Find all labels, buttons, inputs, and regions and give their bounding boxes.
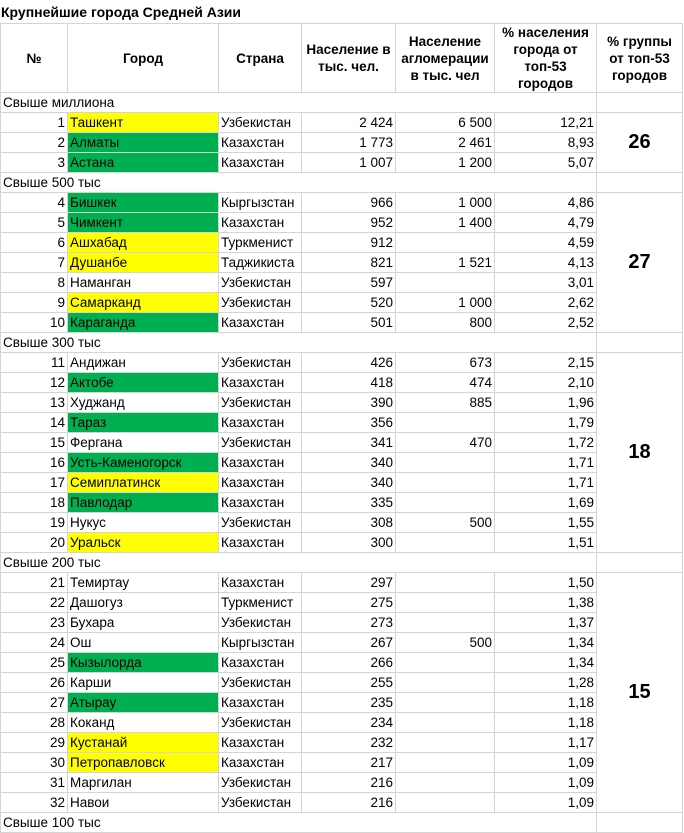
agglomeration[interactable] (396, 693, 495, 713)
city-name[interactable]: Маргилан (68, 773, 219, 793)
country-name[interactable]: Казахстан (219, 313, 302, 333)
table-row (1, 313, 683, 333)
header-population[interactable]: Население в тыс. чел. (302, 24, 396, 93)
group-label[interactable]: Свыше 500 тыс (1, 173, 597, 193)
population-share[interactable]: 3,01 (495, 273, 597, 293)
table-row (1, 433, 683, 453)
table-row (1, 773, 683, 793)
country-name[interactable]: Кыргызстан (219, 633, 302, 653)
population-share[interactable]: 1,34 (495, 653, 597, 673)
population[interactable]: 275 (302, 593, 396, 613)
population-share[interactable]: 4,79 (495, 213, 597, 233)
population[interactable]: 966 (302, 193, 396, 213)
group-label[interactable]: Свыше миллиона (1, 93, 597, 113)
population[interactable]: 341 (302, 433, 396, 453)
population-share[interactable]: 4,86 (495, 193, 597, 213)
country-name[interactable]: Таджикиста (219, 253, 302, 273)
population[interactable]: 1 007 (302, 153, 396, 173)
population-share[interactable]: 1,79 (495, 413, 597, 433)
row-number[interactable]: 15 (1, 433, 68, 453)
city-name[interactable]: Актобе (68, 373, 219, 393)
population[interactable]: 273 (302, 613, 396, 633)
agglomeration[interactable]: 1 521 (396, 253, 495, 273)
group-label[interactable]: Свыше 200 тыс (1, 553, 597, 573)
agglomeration[interactable]: 470 (396, 433, 495, 453)
table-row (1, 633, 683, 653)
row-number[interactable]: 10 (1, 313, 68, 333)
population[interactable]: 340 (302, 473, 396, 493)
agglomeration[interactable] (396, 733, 495, 753)
row-number[interactable]: 12 (1, 373, 68, 393)
row-number[interactable]: 29 (1, 733, 68, 753)
country-name[interactable]: Узбекистан (219, 353, 302, 373)
row-number[interactable]: 19 (1, 513, 68, 533)
group-label[interactable]: Свыше 100 тыс (1, 813, 597, 833)
row-number[interactable]: 27 (1, 693, 68, 713)
row-number[interactable]: 24 (1, 633, 68, 653)
agglomeration[interactable]: 474 (396, 373, 495, 393)
agglomeration[interactable]: 885 (396, 393, 495, 413)
header-row (1, 24, 683, 93)
table-row (1, 593, 683, 613)
country-name[interactable]: Узбекистан (219, 713, 302, 733)
agglomeration[interactable] (396, 613, 495, 633)
city-name[interactable]: Алматы (68, 133, 219, 153)
city-name[interactable]: Наманган (68, 273, 219, 293)
city-name[interactable]: Кызылорда (68, 653, 219, 673)
population[interactable]: 426 (302, 353, 396, 373)
header-country[interactable]: Страна (219, 24, 302, 93)
table-row (1, 573, 683, 593)
country-name[interactable]: Туркменист (219, 593, 302, 613)
table-row (1, 213, 683, 233)
population-share[interactable]: 12,21 (495, 113, 597, 133)
table-row (1, 413, 683, 433)
table-row (1, 733, 683, 753)
row-number[interactable]: 4 (1, 193, 68, 213)
city-name[interactable]: Павлодар (68, 493, 219, 513)
group-label-spacer[interactable] (597, 333, 683, 353)
population[interactable]: 821 (302, 253, 396, 273)
country-name[interactable]: Казахстан (219, 213, 302, 233)
population-share[interactable]: 1,38 (495, 593, 597, 613)
agglomeration[interactable] (396, 793, 495, 813)
population-share[interactable]: 1,09 (495, 773, 597, 793)
population-share[interactable]: 1,09 (495, 793, 597, 813)
population[interactable]: 234 (302, 713, 396, 733)
row-number[interactable]: 13 (1, 393, 68, 413)
city-name[interactable]: Коканд (68, 713, 219, 733)
agglomeration[interactable] (396, 673, 495, 693)
table-row (1, 193, 683, 213)
row-number[interactable]: 9 (1, 293, 68, 313)
agglomeration[interactable]: 500 (396, 513, 495, 533)
city-name[interactable]: Темиртау (68, 573, 219, 593)
row-number[interactable]: 2 (1, 133, 68, 153)
city-name[interactable]: Ош (68, 633, 219, 653)
population[interactable]: 2 424 (302, 113, 396, 133)
row-number[interactable]: 25 (1, 653, 68, 673)
country-name[interactable]: Казахстан (219, 153, 302, 173)
population[interactable]: 520 (302, 293, 396, 313)
population[interactable]: 235 (302, 693, 396, 713)
table-row (1, 353, 683, 373)
population-share[interactable]: 1,51 (495, 533, 597, 553)
population-share[interactable]: 1,50 (495, 573, 597, 593)
agglomeration[interactable] (396, 453, 495, 473)
agglomeration[interactable]: 2 461 (396, 133, 495, 153)
table-row (1, 113, 683, 133)
group-share-value[interactable]: 18 (597, 353, 683, 553)
population-share[interactable]: 1,55 (495, 513, 597, 533)
group-label-spacer[interactable] (597, 553, 683, 573)
population-share[interactable]: 4,59 (495, 233, 597, 253)
population-share[interactable]: 4,13 (495, 253, 597, 273)
table-row (1, 533, 683, 553)
table-row (1, 153, 683, 173)
population-share[interactable]: 8,93 (495, 133, 597, 153)
population[interactable]: 340 (302, 453, 396, 473)
row-number[interactable]: 3 (1, 153, 68, 173)
city-name[interactable]: Ашхабад (68, 233, 219, 253)
country-name[interactable]: Туркменист (219, 233, 302, 253)
country-name[interactable]: Казахстан (219, 453, 302, 473)
population[interactable]: 297 (302, 573, 396, 593)
row-number[interactable]: 8 (1, 273, 68, 293)
city-name[interactable]: Нукус (68, 513, 219, 533)
country-name[interactable]: Узбекистан (219, 433, 302, 453)
table-row (1, 133, 683, 153)
agglomeration[interactable]: 1 000 (396, 193, 495, 213)
population-share[interactable]: 1,72 (495, 433, 597, 453)
group-share-value[interactable]: 15 (597, 573, 683, 813)
row-number[interactable]: 32 (1, 793, 68, 813)
population[interactable]: 255 (302, 673, 396, 693)
population[interactable]: 308 (302, 513, 396, 533)
table-row (1, 253, 683, 273)
group-row (1, 553, 683, 573)
city-name[interactable]: Астана (68, 153, 219, 173)
city-name[interactable]: Уральск (68, 533, 219, 553)
row-number[interactable]: 1 (1, 113, 68, 133)
agglomeration[interactable]: 1 400 (396, 213, 495, 233)
table-row (1, 673, 683, 693)
population[interactable]: 952 (302, 213, 396, 233)
city-name[interactable]: Душанбе (68, 253, 219, 273)
header-city[interactable]: Город (68, 24, 219, 93)
country-name[interactable]: Кыргызстан (219, 193, 302, 213)
group-share-value[interactable]: 27 (597, 193, 683, 333)
country-name[interactable]: Казахстан (219, 413, 302, 433)
agglomeration[interactable] (396, 233, 495, 253)
population[interactable]: 217 (302, 753, 396, 773)
city-name[interactable]: Дашогуз (68, 593, 219, 613)
agglomeration[interactable] (396, 593, 495, 613)
header-share[interactable]: % населения города от топ-53 городов (495, 24, 597, 93)
city-name[interactable]: Андижан (68, 353, 219, 373)
population-share[interactable]: 1,71 (495, 473, 597, 493)
table-row (1, 293, 683, 313)
country-name[interactable]: Узбекистан (219, 673, 302, 693)
row-number[interactable]: 17 (1, 473, 68, 493)
agglomeration[interactable] (396, 753, 495, 773)
population[interactable]: 501 (302, 313, 396, 333)
population-share[interactable]: 2,15 (495, 353, 597, 373)
sheet-title: Крупнейшие города Средней Азии (1, 4, 241, 20)
table-row (1, 613, 683, 633)
population-share[interactable]: 1,71 (495, 453, 597, 473)
group-share-value[interactable]: 26 (597, 113, 683, 173)
row-number[interactable]: 18 (1, 493, 68, 513)
population[interactable]: 216 (302, 793, 396, 813)
population-share[interactable]: 1,18 (495, 713, 597, 733)
population-share[interactable]: 1,28 (495, 673, 597, 693)
population[interactable]: 232 (302, 733, 396, 753)
table-row (1, 513, 683, 533)
group-label[interactable]: Свыше 300 тыс (1, 333, 597, 353)
population-share[interactable]: 1,37 (495, 613, 597, 633)
table-row (1, 273, 683, 293)
agglomeration[interactable]: 500 (396, 633, 495, 653)
city-name[interactable]: Бишкек (68, 193, 219, 213)
population[interactable]: 267 (302, 633, 396, 653)
agglomeration[interactable] (396, 533, 495, 553)
agglomeration[interactable] (396, 273, 495, 293)
country-name[interactable]: Узбекистан (219, 773, 302, 793)
population[interactable]: 912 (302, 233, 396, 253)
group-label-spacer[interactable] (597, 93, 683, 113)
city-name[interactable]: Карши (68, 673, 219, 693)
agglomeration[interactable] (396, 713, 495, 733)
row-number[interactable]: 31 (1, 773, 68, 793)
agglomeration[interactable]: 673 (396, 353, 495, 373)
agglomeration[interactable]: 1 000 (396, 293, 495, 313)
country-name[interactable]: Казахстан (219, 533, 302, 553)
population-share[interactable]: 1,69 (495, 493, 597, 513)
population[interactable]: 418 (302, 373, 396, 393)
table-row (1, 473, 683, 493)
country-name[interactable]: Казахстан (219, 373, 302, 393)
agglomeration[interactable] (396, 573, 495, 593)
agglomeration[interactable] (396, 493, 495, 513)
table-row (1, 393, 683, 413)
city-name[interactable]: Петропавловск (68, 753, 219, 773)
city-name[interactable]: Кустанай (68, 733, 219, 753)
population-share[interactable]: 2,52 (495, 313, 597, 333)
city-name[interactable]: Самарканд (68, 293, 219, 313)
table-row (1, 493, 683, 513)
country-name[interactable]: Узбекистан (219, 513, 302, 533)
population[interactable]: 356 (302, 413, 396, 433)
country-name[interactable]: Узбекистан (219, 613, 302, 633)
population[interactable]: 597 (302, 273, 396, 293)
country-name[interactable]: Казахстан (219, 753, 302, 773)
population[interactable]: 335 (302, 493, 396, 513)
population-share[interactable]: 2,10 (495, 373, 597, 393)
country-name[interactable]: Узбекистан (219, 293, 302, 313)
group-row (1, 173, 683, 193)
country-name[interactable]: Казахстан (219, 493, 302, 513)
agglomeration[interactable] (396, 413, 495, 433)
cities-table (0, 23, 683, 833)
country-name[interactable]: Казахстан (219, 693, 302, 713)
country-name[interactable]: Узбекистан (219, 793, 302, 813)
group-row (1, 813, 683, 833)
city-name[interactable]: Караганда (68, 313, 219, 333)
table-row (1, 753, 683, 773)
population-share[interactable]: 5,07 (495, 153, 597, 173)
agglomeration[interactable] (396, 473, 495, 493)
population[interactable]: 266 (302, 653, 396, 673)
group-row (1, 93, 683, 113)
agglomeration[interactable] (396, 773, 495, 793)
header-num[interactable]: № (1, 24, 68, 93)
agglomeration[interactable]: 800 (396, 313, 495, 333)
header-agglomeration[interactable]: Население агломерации в тыс. чел (396, 24, 495, 93)
city-name[interactable]: Навои (68, 793, 219, 813)
row-number[interactable]: 11 (1, 353, 68, 373)
row-number[interactable]: 22 (1, 593, 68, 613)
row-number[interactable]: 21 (1, 573, 68, 593)
population-share[interactable]: 1,17 (495, 733, 597, 753)
table-row (1, 793, 683, 813)
city-name[interactable]: Усть-Каменогорск (68, 453, 219, 473)
population-share[interactable]: 1,34 (495, 633, 597, 653)
row-number[interactable]: 16 (1, 453, 68, 473)
row-number[interactable]: 30 (1, 753, 68, 773)
population[interactable]: 300 (302, 533, 396, 553)
agglomeration[interactable]: 6 500 (396, 113, 495, 133)
row-number[interactable]: 6 (1, 233, 68, 253)
row-number[interactable]: 5 (1, 213, 68, 233)
row-number[interactable]: 26 (1, 673, 68, 693)
table-row (1, 653, 683, 673)
city-name[interactable]: Худжанд (68, 393, 219, 413)
population-share[interactable]: 1,96 (495, 393, 597, 413)
header-group-share[interactable]: % группы от топ-53 городов (597, 24, 683, 93)
city-name[interactable]: Атырау (68, 693, 219, 713)
country-name[interactable]: Казахстан (219, 733, 302, 753)
group-row (1, 333, 683, 353)
city-name[interactable]: Чимкент (68, 213, 219, 233)
population[interactable]: 1 773 (302, 133, 396, 153)
city-name[interactable]: Ташкент (68, 113, 219, 133)
population-share[interactable]: 1,18 (495, 693, 597, 713)
city-name[interactable]: Семиплатинск (68, 473, 219, 493)
country-name[interactable]: Казахстан (219, 653, 302, 673)
city-name[interactable]: Тараз (68, 413, 219, 433)
city-name[interactable]: Фергана (68, 433, 219, 453)
population[interactable]: 390 (302, 393, 396, 413)
country-name[interactable]: Узбекистан (219, 393, 302, 413)
country-name[interactable]: Узбекистан (219, 113, 302, 133)
group-label-spacer[interactable] (597, 173, 683, 193)
agglomeration[interactable] (396, 653, 495, 673)
table-row (1, 693, 683, 713)
table-row (1, 453, 683, 473)
country-name[interactable]: Казахстан (219, 473, 302, 493)
country-name[interactable]: Казахстан (219, 133, 302, 153)
group-label-spacer[interactable] (597, 813, 683, 833)
row-number[interactable]: 14 (1, 413, 68, 433)
row-number[interactable]: 28 (1, 713, 68, 733)
table-row (1, 233, 683, 253)
row-number[interactable]: 23 (1, 613, 68, 633)
table-row (1, 373, 683, 393)
population[interactable]: 216 (302, 773, 396, 793)
country-name[interactable]: Казахстан (219, 573, 302, 593)
city-name[interactable]: Бухара (68, 613, 219, 633)
population-share[interactable]: 2,62 (495, 293, 597, 313)
population-share[interactable]: 1,09 (495, 753, 597, 773)
agglomeration[interactable]: 1 200 (396, 153, 495, 173)
row-number[interactable]: 20 (1, 533, 68, 553)
table-row (1, 713, 683, 733)
country-name[interactable]: Узбекистан (219, 273, 302, 293)
row-number[interactable]: 7 (1, 253, 68, 273)
